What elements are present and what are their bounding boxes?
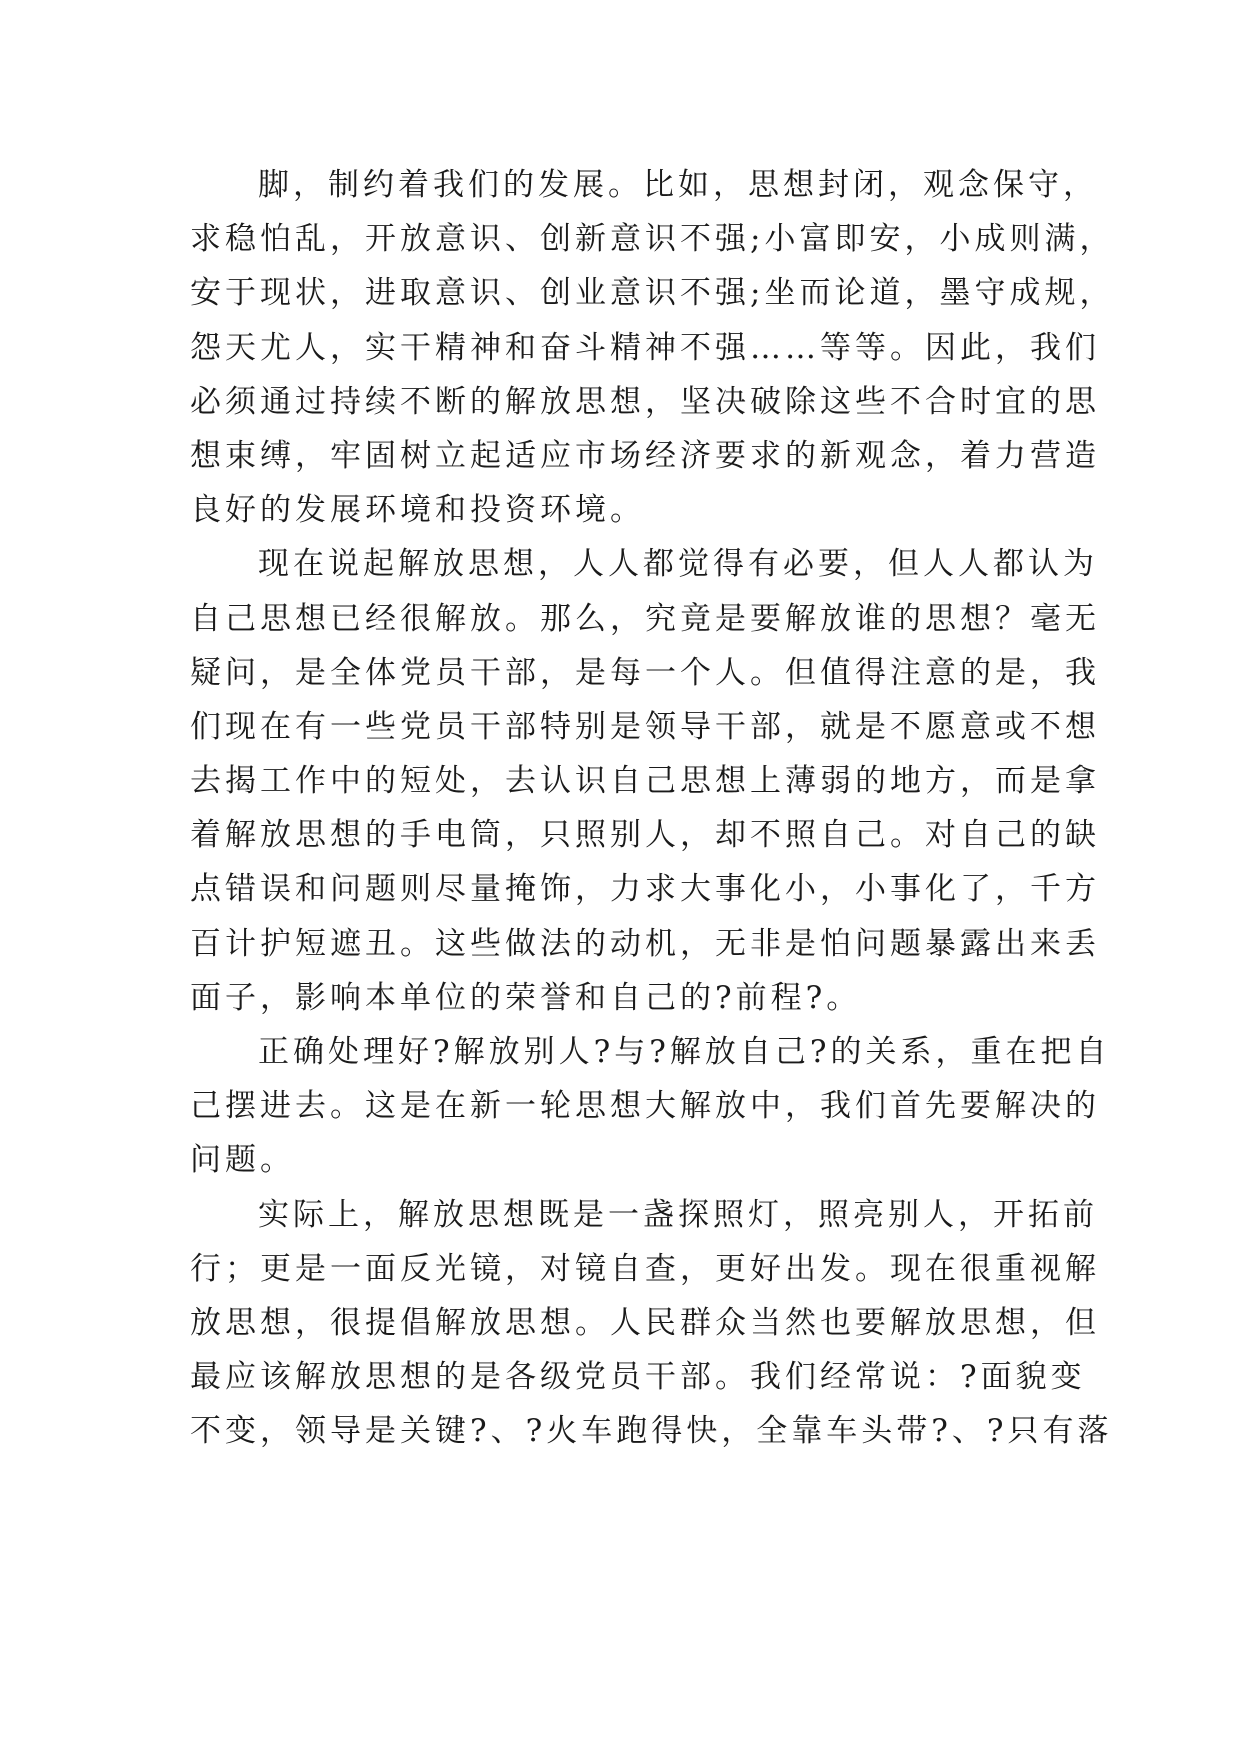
- text-line: 怨天尤人，实干精神和奋斗精神不强……等等。因此，我们: [190, 329, 1100, 366]
- text-line: 实际上，解放思想既是一盏探照灯，照亮别人，开拓前: [258, 1196, 1098, 1233]
- text-line: 问题。: [190, 1142, 295, 1179]
- text-line: 己摆进去。这是在新一轮思想大解放中，我们首先要解决的: [190, 1088, 1100, 1125]
- text-line: 百计护短遮丑。这些做法的动机，无非是怕问题暴露出来丢: [190, 925, 1100, 962]
- text-line: 正确处理好?解放别人?与?解放自己?的关系，重在把自: [258, 1034, 1111, 1070]
- paragraph: [190, 1025, 1111, 1188]
- text-line: 想束缚，牢固树立起适应市场经济要求的新观念，着力营造: [190, 437, 1100, 474]
- paragraph: [190, 1188, 1113, 1459]
- paragraph: [190, 158, 1115, 537]
- text-line: 不变，领导是关键?、?火车跑得快，全靠车头带?、?只有落: [190, 1413, 1113, 1450]
- text-line: 疑问，是全体党员干部，是每一个人。但值得注意的是，我: [190, 654, 1100, 691]
- text-line: 自己思想已经很解放。那么，究竟是要解放谁的思想？毫无: [190, 600, 1100, 637]
- text-line: 脚，制约着我们的发展。比如，思想封闭，观念保守，: [258, 167, 1098, 203]
- text-line: 着解放思想的手电筒，只照别人，却不照自己。对自己的缺: [190, 817, 1100, 854]
- text-line: 求稳怕乱，开放意识、创新意识不强;小富即安，小成则满，: [190, 221, 1115, 258]
- text-line: 们现在有一些党员干部特别是领导干部，就是不愿意或不想: [190, 708, 1100, 745]
- text-line: 行；更是一面反光镜，对镜自查，更好出发。现在很重视解: [190, 1250, 1100, 1287]
- text-line: 点错误和问题则尽量掩饰，力求大事化小，小事化了，千方: [190, 871, 1100, 908]
- text-line: 最应该解放思想的是各级党员干部。我们经常说：?面貌变: [190, 1359, 1086, 1396]
- text-line: 去揭工作中的短处，去认识自己思想上薄弱的地方，而是拿: [190, 763, 1100, 800]
- text-line: 良好的发展环境和投资环境。: [190, 492, 645, 529]
- text-line: 必须通过持续不断的解放思想，坚决破除这些不合时宜的思: [190, 383, 1100, 420]
- text-line: 现在说起解放思想，人人都觉得有必要，但人人都认为: [258, 546, 1098, 583]
- paragraph: [190, 537, 1100, 1025]
- text-line: 放思想，很提倡解放思想。人民群众当然也要解放思想，但: [190, 1304, 1100, 1341]
- text-line: 安于现状，进取意识、创业意识不强;坐而论道，墨守成规，: [190, 275, 1115, 312]
- body-text: [190, 158, 1115, 1459]
- text-line: 面子，影响本单位的荣誉和自己的?前程?。: [190, 979, 862, 1016]
